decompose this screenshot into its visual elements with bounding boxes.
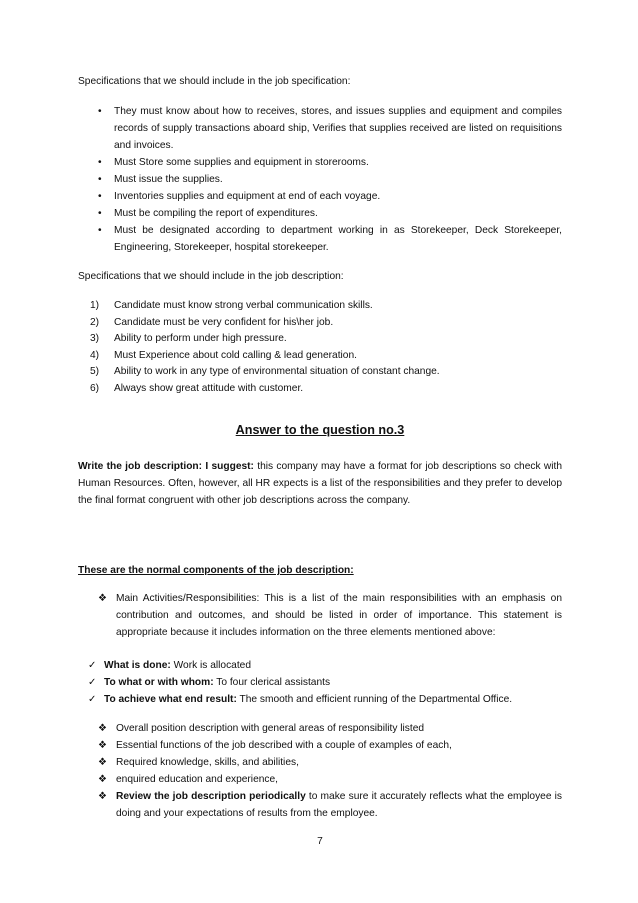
bullet-icon: • [98, 174, 102, 185]
list-item [78, 788, 562, 822]
spec-bullet-text: Inventories supplies and equipment at end of each voyage. [114, 191, 381, 202]
checkmark-icon: ✓ [88, 660, 97, 671]
bullet-icon: • [98, 106, 102, 117]
components-heading-text: These are the normal components of the job description: [78, 565, 354, 576]
check-list [78, 657, 562, 708]
list-item [78, 103, 562, 154]
diamond-bullet-icon: ❖ [98, 757, 108, 768]
list-item [78, 381, 562, 398]
list-item [78, 222, 562, 256]
check-item-label: To what or with whom: [104, 677, 214, 688]
page-number: 7 [317, 836, 323, 847]
desc-intro: Specifications that we should include in the job description: [78, 271, 344, 282]
main-activities-list [78, 590, 562, 641]
checkmark-icon: ✓ [88, 694, 97, 705]
list-item [78, 205, 562, 222]
check-item-label: What is done: [104, 660, 171, 671]
spec-bullet-text: Must be compiling the report of expenditures. [114, 208, 318, 219]
list-item [78, 315, 562, 332]
list-item [78, 298, 562, 315]
list-item [78, 590, 562, 641]
list-item [78, 737, 562, 754]
checkmark-icon: ✓ [88, 677, 97, 688]
bullet-icon: • [98, 191, 102, 202]
list-item [78, 691, 562, 708]
review-list [78, 788, 562, 822]
list-number: 4) [90, 349, 100, 361]
diamond-item-text: Overall position description with general areas of responsibility listed [116, 723, 425, 734]
diamond-item-text: Essential functions of the job described with a couple of examples of each, [116, 740, 452, 751]
desc-item-text: Candidate must know strong verbal communication skills. [114, 300, 373, 311]
check-item-label: To achieve what end result: [104, 694, 237, 705]
list-number: 3) [90, 333, 100, 345]
desc-item-text: Candidate must be very confident for his\her job. [114, 316, 334, 328]
diamond-item-text: enquired education and experience, [116, 774, 278, 785]
list-item [78, 364, 562, 381]
diamond-bullet-icon: ❖ [98, 723, 108, 734]
desc-item-text: Must Experience about cold calling & lead generation. [114, 349, 357, 361]
components-heading [78, 562, 562, 579]
list-item [78, 657, 562, 674]
desc-item-text: Ability to work in any type of environmental situation of constant change. [114, 366, 440, 378]
diamond-bullet-icon: ❖ [98, 593, 108, 604]
list-item [78, 720, 562, 737]
check-item-text: To four clerical assistants [213, 677, 331, 688]
spec-bullet-text: Must be designated according to department working in as Storekeeper, Deck Storekeeper, Engineering, Storekeeper, hospital storekeeper. [114, 225, 562, 253]
list-number: 6) [90, 382, 100, 394]
write-label: Write the job description: I suggest: [78, 461, 254, 472]
spec-bullet-list [78, 103, 562, 256]
write-paragraph [78, 458, 562, 509]
write-text: this company may have a format for job descriptions so check with Human Resources. Often, however, all HR expects is a list of the responsibilities and they prefer to develop the final format congruent with other job descriptions across the company. [78, 461, 562, 506]
check-item-text: The smooth and efficient running of the Departmental Office. [236, 694, 513, 705]
diamond-list [78, 720, 562, 788]
spec-bullet-text: Must Store some supplies and equipment in storerooms. [114, 157, 369, 168]
diamond-bullet-icon: ❖ [98, 774, 108, 785]
desc-item-text: Always show great attitude with customer. [114, 382, 304, 394]
list-item [78, 331, 562, 348]
list-number: 5) [90, 366, 100, 378]
list-item [78, 188, 562, 205]
diamond-item-text: Required knowledge, skills, and abilities, [116, 757, 299, 768]
diamond-bullet-icon: ❖ [98, 740, 108, 751]
list-item [78, 754, 562, 771]
spec-bullet-text: They must know about how to receives, stores, and issues supplies and equipment and compiles records of supply transactions aboard ship, Verifies that supplies received are listed on requisitions and invoices. [114, 106, 562, 151]
bullet-icon: • [98, 225, 102, 236]
bullet-icon: • [98, 157, 102, 168]
review-text: to make sure it accurately reflects what the employee is doing and your expectations of results from the employee. [116, 791, 562, 819]
review-label: Review the job description periodically [116, 791, 306, 802]
main-activities-text: Main Activities/Responsibilities: This is a list of the main responsibilities with an emphasis on contribution and outcomes, and should be listed in order of importance. This statement is appropriate because it includes information on the three elements mentioned above: [116, 593, 562, 638]
bullet-icon: • [98, 208, 102, 219]
answer-heading: Answer to the question no.3 [235, 423, 405, 437]
list-item [78, 771, 562, 788]
list-number: 2) [90, 316, 100, 328]
list-item [78, 171, 562, 188]
list-item [78, 348, 562, 365]
list-item [78, 154, 562, 171]
diamond-bullet-icon: ❖ [98, 791, 108, 802]
check-item-text: Work is allocated [170, 660, 251, 671]
desc-item-text: Ability to perform under high pressure. [114, 333, 287, 345]
spec-intro: Specifications that we should include in the job specification: [78, 76, 351, 87]
list-item [78, 674, 562, 691]
spec-bullet-text: Must issue the supplies. [114, 174, 223, 185]
list-number: 1) [90, 300, 100, 311]
desc-numbered-list [78, 298, 562, 398]
